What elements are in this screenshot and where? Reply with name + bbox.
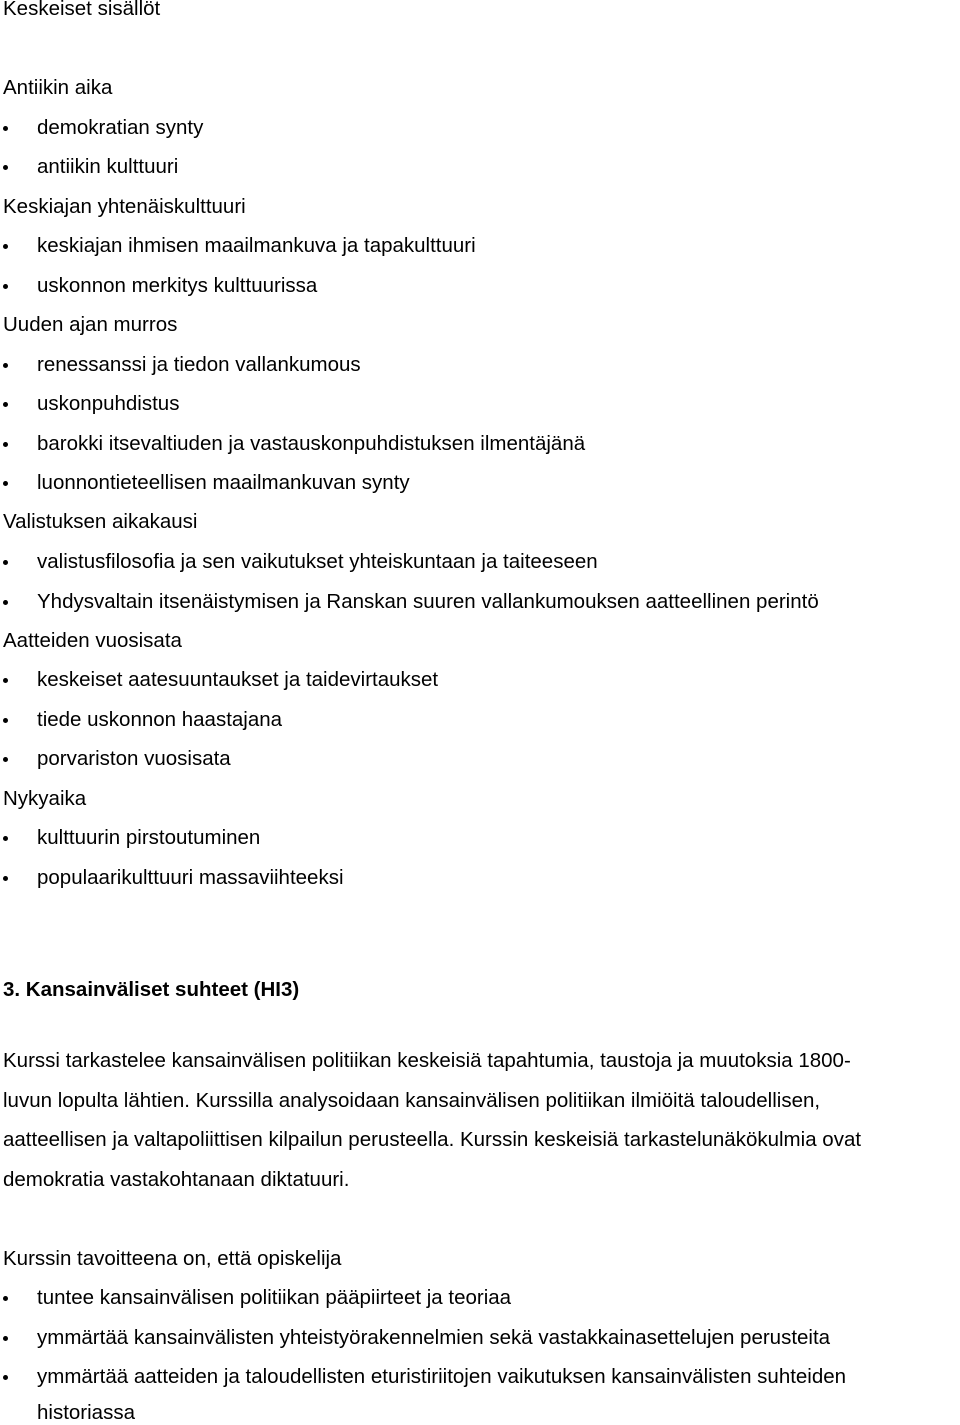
bullet-icon	[3, 876, 8, 881]
document-page: Keskeiset sisällöt Antiikin aika demokratian synty antiikin kulttuuri Keskiajan yhtenäiskulttuuri keskiajan ihmisen maailmankuva ja tapakulttuuri uskonnon merkitys kulttuurissa Uuden ajan murros renessanssi ja tiedon vallankumous uskonpuhdistus barokki itsevaltiuden ja vastauskonpuhdistuksen ilmentäjänä luonnontieteellisen maailmankuvan synty Valistuksen aikakausi valistusfilosofia ja sen vaikutukset yhteiskuntaan ja taiteeseen Yhdysvaltain itsenäistymisen ja Ranskan suuren vallankumouksen aatteellinen perintö Aatteiden vuosisata keskeiset aatesuuntaukset ja taidevirtaukset tiede uskonnon haastajana porvariston vuosisata Nykyaika kulttuurin pirstoutuminen populaarikulttuuri massaviihteeksi 3. Kansainväliset suhteet (HI3) Kurssi tarkastelee kansainvälisen politiikan keskeisiä tapahtumia, taustoja ja muutoksia 1800- luvun lopulta lähtien. Kurssilla analysoidaan kansainvälisen politiikan ilmiöitä taloudellisen, aatteellisen ja valtapoliittisen kilpailun perusteella. Kurssin keskeisiä tarkastelunäkökulmia ovat demokratia vastakohtanaan diktatuuri. Kurssin tavoitteena on, että opiskelija tuntee kansainvälisen politiikan pääpiirteet ja teoriaa ymmärtää kansainvälisten yhteistyörakennelmien sekä vastakkainasettelujen perusteita ymmärtää aatteiden ja taloudellisten eturistiriitojen vaikutuksen kansainvälisten suhteiden historiassa	[0, 0, 960, 1425]
bullet-icon	[3, 165, 8, 170]
bullet-icon	[3, 284, 8, 289]
bullet-icon	[3, 836, 8, 841]
course-description-line: Kurssi tarkastelee kansainvälisen politiikan keskeisiä tapahtumia, taustoja ja muutoksia 1800-	[3, 1049, 851, 1072]
bullet-icon	[3, 1336, 8, 1341]
course-description-line: demokratia vastakohtanaan diktatuuri.	[3, 1168, 350, 1191]
bullet-icon	[3, 1296, 8, 1301]
goals-intro: Kurssin tavoitteena on, että opiskelija	[3, 1247, 342, 1270]
section-title: Keskiajan yhtenäiskulttuuri	[3, 195, 246, 218]
section-title: Aatteiden vuosisata	[3, 629, 182, 652]
bullet-icon	[3, 442, 8, 447]
bullet-icon	[3, 1375, 8, 1380]
bullet-icon	[3, 481, 8, 486]
course-heading: 3. Kansainväliset suhteet (HI3)	[3, 978, 300, 1001]
course-description-line: luvun lopulta lähtien. Kurssilla analysoidaan kansainvälisen politiikan ilmiöitä taloudellisen,	[3, 1089, 821, 1112]
bullet-icon	[3, 126, 8, 131]
bullet-icon	[3, 678, 8, 683]
section-title: Antiikin aika	[3, 76, 113, 99]
section-title: Valistuksen aikakausi	[3, 510, 198, 533]
bullet-icon	[3, 363, 8, 368]
bullet-icon	[3, 757, 8, 762]
course-description-line: aatteellisen ja valtapoliittisen kilpailun perusteella. Kurssin keskeisiä tarkastelunäkökulmia ovat	[3, 1128, 862, 1151]
bullet-icon	[3, 560, 8, 565]
page-title: Keskeiset sisällöt	[3, 0, 161, 20]
section-title: Nykyaika	[3, 787, 87, 810]
bullet-icon	[3, 402, 8, 407]
bullet-icon	[3, 244, 8, 249]
bullet-icon	[3, 600, 8, 605]
bullet-icon	[3, 718, 8, 723]
section-title: Uuden ajan murros	[3, 313, 178, 336]
